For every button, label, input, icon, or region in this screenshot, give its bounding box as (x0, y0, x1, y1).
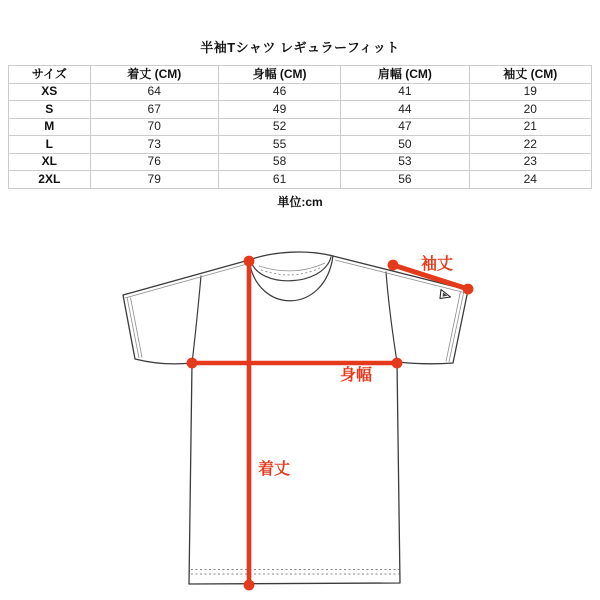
col-header-body-width: 身幅 (CM) (218, 66, 340, 84)
value-cell: 53 (341, 153, 469, 171)
table-row (9, 136, 592, 154)
size-chart-page (0, 0, 600, 210)
value-cell: 55 (218, 136, 340, 154)
table-row (9, 101, 592, 119)
value-cell: 46 (218, 83, 340, 101)
col-header-shoulder-width: 肩幅 (CM) (341, 66, 469, 84)
value-cell: 67 (90, 101, 218, 119)
table-row (9, 83, 592, 101)
value-cell: 58 (218, 153, 340, 171)
value-cell: 73 (90, 136, 218, 154)
body-length-label: 着丈 (257, 461, 291, 478)
value-cell: 21 (469, 118, 591, 136)
value-cell: 47 (341, 118, 469, 136)
unit-note: 単位:cm (277, 194, 323, 209)
table-row (9, 118, 592, 136)
page-title: 半袖Tシャツ レギュラーフィット (200, 40, 400, 55)
sleeve-length-start-dot (388, 260, 399, 271)
size-cell: XS (9, 83, 91, 101)
size-cell: M (9, 118, 91, 136)
value-cell: 23 (469, 153, 591, 171)
value-cell: 70 (90, 118, 218, 136)
size-cell: L (9, 136, 91, 154)
value-cell: 44 (341, 101, 469, 119)
value-cell: 20 (469, 101, 591, 119)
body-width-label: 身幅 (339, 367, 373, 384)
body-length-bottom-dot (244, 580, 255, 591)
body-length-top-dot (244, 256, 255, 267)
size-cell: S (9, 101, 91, 119)
value-cell: 49 (218, 101, 340, 119)
table-header-row (9, 66, 592, 84)
value-cell: 50 (341, 136, 469, 154)
value-cell: 52 (218, 118, 340, 136)
value-cell: 61 (218, 171, 340, 189)
table-row (9, 171, 592, 189)
sleeve-length-end-dot (463, 284, 474, 295)
value-cell: 64 (90, 83, 218, 101)
size-table (8, 65, 592, 189)
value-cell: 76 (90, 153, 218, 171)
size-cell: 2XL (9, 171, 91, 189)
table-row (9, 153, 592, 171)
value-cell: 24 (469, 171, 591, 189)
body-width-left-dot (187, 358, 198, 369)
size-cell: XL (9, 153, 91, 171)
col-header-size: サイズ (9, 66, 91, 84)
value-cell: 79 (90, 171, 218, 189)
tshirt-outline (123, 252, 468, 584)
tshirt-illustration (123, 252, 468, 584)
col-header-sleeve-length: 袖丈 (CM) (469, 66, 591, 84)
value-cell: 41 (341, 83, 469, 101)
col-header-body-length: 着丈 (CM) (90, 66, 218, 84)
body-width-right-dot (392, 358, 403, 369)
sleeve-length-label: 袖丈 (420, 256, 454, 273)
value-cell: 22 (469, 136, 591, 154)
value-cell: 19 (469, 83, 591, 101)
value-cell: 56 (341, 171, 469, 189)
